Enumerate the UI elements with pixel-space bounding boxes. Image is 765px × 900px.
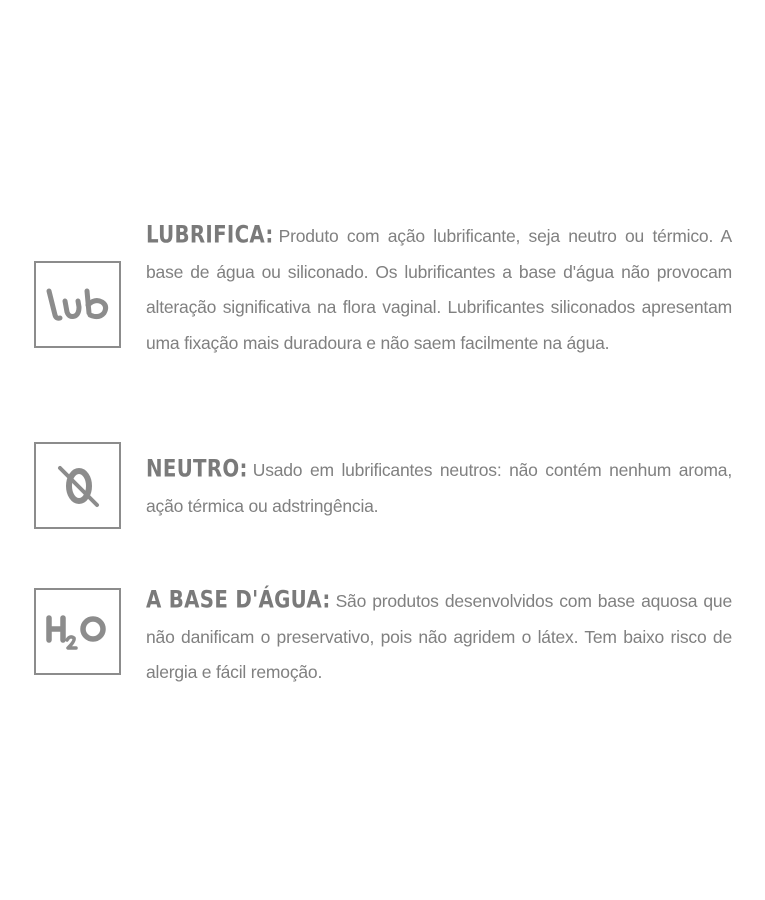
feature-lubrifica-title: LUBRIFICA: xyxy=(146,221,274,250)
lub-icon xyxy=(34,261,121,348)
feature-neutro-title: NEUTRO: xyxy=(146,455,248,484)
feature-lubrifica-description: Produto com ação lubrificante, seja neutro ou térmico. A base de água ou siliconado. Os lubrificantes a base d'água não provocam alteração significativa na flora vaginal. Lubrificantes siliconados apresentam uma fixação mais duradoura e não saem facilmente na água. xyxy=(146,226,732,353)
feature-base-agua-text xyxy=(146,583,732,691)
feature-neutro-description: Usado em lubrificantes neutros: não contém nenhum aroma, ação térmica ou adstringência. xyxy=(146,460,732,516)
neutral-scent-icon xyxy=(34,442,121,529)
h2o-icon xyxy=(34,588,121,675)
feature-base-agua-description: São produtos desenvolvidos com base aquosa que não danificam o preservativo, pois não agridem o látex. Tem baixo risco de alergia e fácil remoção. xyxy=(146,591,732,682)
feature-neutro-text xyxy=(146,452,732,524)
feature-lubrifica-text xyxy=(146,218,732,361)
feature-base-agua-title: A BASE D'ÁGUA: xyxy=(146,586,331,615)
